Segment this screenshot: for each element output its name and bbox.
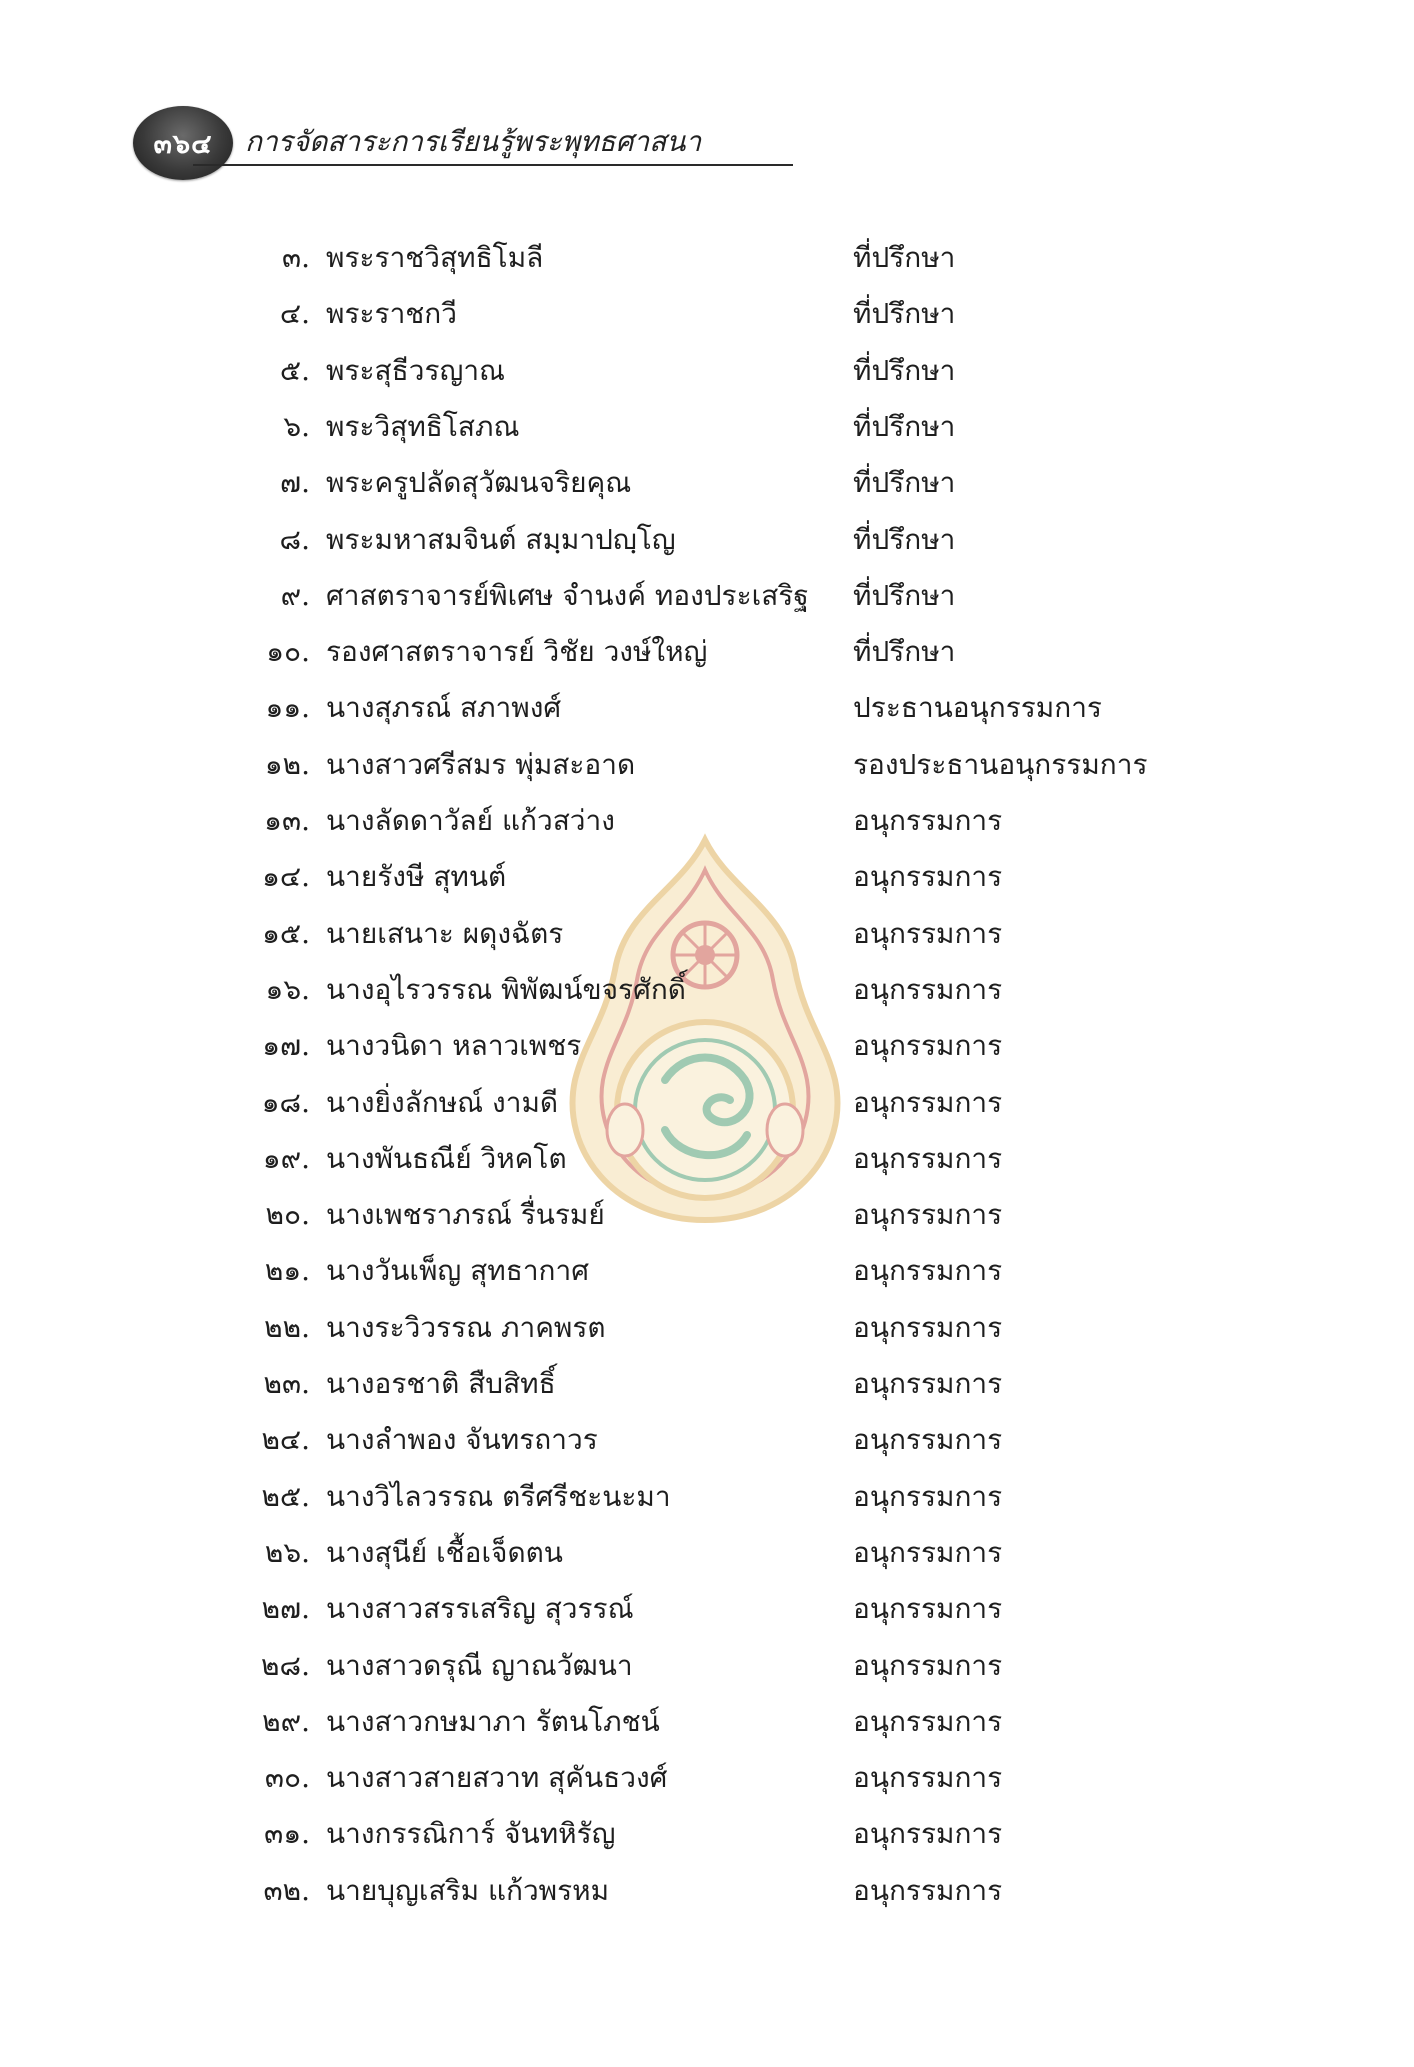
list-item — [0, 348, 1414, 394]
member-role: ที่ปรึกษา — [853, 409, 956, 443]
member-role: อนุกรรมการ — [853, 1704, 1003, 1738]
member-role: อนุกรรมการ — [853, 1817, 1003, 1851]
member-name: นางสาวดรุณี ญาณวัฒนา — [326, 1648, 633, 1682]
member-role: อนุกรรมการ — [853, 1198, 1003, 1232]
member-name: นางอุไรวรรณ พิพัฒน์ขจรศักดิ์ — [326, 972, 686, 1006]
member-number: ๑๐. — [266, 635, 310, 669]
list-item — [0, 1023, 1414, 1069]
member-role: อนุกรรมการ — [853, 1254, 1003, 1288]
member-role: ที่ปรึกษา — [853, 297, 956, 331]
member-name: นางลำพอง จันทรถาวร — [326, 1423, 598, 1457]
member-number: ๑๖. — [265, 972, 310, 1006]
member-number: ๑๔. — [262, 860, 310, 894]
member-role: ที่ปรึกษา — [853, 241, 956, 274]
list-item — [0, 967, 1414, 1013]
member-role: ที่ปรึกษา — [853, 578, 956, 612]
member-role: อนุกรรมการ — [853, 1761, 1003, 1795]
list-item — [0, 1474, 1414, 1520]
list-item — [0, 1080, 1414, 1126]
member-role: อนุกรรมการ — [853, 972, 1003, 1006]
book-title: การจัดสาระการเรียนรู้พระพุทธศาสนา — [245, 125, 702, 158]
member-name: นางวันเพ็ญ สุทธากาศ — [326, 1254, 589, 1288]
member-name: นางสุนีย์ เชื้อเจ็ดตน — [326, 1535, 563, 1569]
member-name: รองศาสตราจารย์ วิชัย วงษ์ใหญ่ — [326, 635, 708, 669]
list-item — [0, 1530, 1414, 1576]
member-name: พระวิสุทธิโสภณ — [326, 409, 520, 443]
member-name: นางวนิดา หลาวเพชร — [326, 1029, 582, 1063]
member-number: ๔. — [279, 297, 310, 331]
member-name: พระมหาสมจินต์ สมฺมาปญฺโญ — [326, 522, 676, 556]
member-name: นางวิไลวรรณ ตรีศรีชะนะมา — [326, 1479, 671, 1513]
member-number: ๒๖. — [264, 1535, 310, 1569]
member-number: ๒๑. — [264, 1254, 310, 1288]
member-number: ๖. — [283, 409, 310, 443]
list-item — [0, 1305, 1414, 1351]
member-role: อนุกรรมการ — [853, 1535, 1003, 1569]
list-item — [0, 1643, 1414, 1689]
member-number: ๑๓. — [264, 804, 310, 837]
list-item — [0, 742, 1414, 788]
list-item — [0, 1136, 1414, 1182]
member-number: ๓๑. — [264, 1817, 310, 1851]
member-number: ๓๒. — [263, 1873, 310, 1907]
member-role: อนุกรรมการ — [853, 1141, 1003, 1175]
member-name: นางสาวศรีสมร พุ่มสะอาด — [326, 747, 636, 781]
member-number: ๒๐. — [265, 1198, 310, 1232]
list-item — [0, 1811, 1414, 1857]
member-name: พระราชวิสุทธิโมลี — [326, 241, 544, 274]
member-name: นายเสนาะ ผดุงฉัตร — [326, 916, 564, 950]
header-underline — [193, 164, 793, 166]
member-role: อนุกรรมการ — [853, 1873, 1003, 1907]
member-role: ที่ปรึกษา — [853, 522, 956, 556]
member-name: นางสาวกษมาภา รัตนโภชน์ — [326, 1704, 660, 1738]
member-number: ๗. — [280, 466, 310, 500]
member-number: ๕. — [279, 353, 310, 387]
list-item — [0, 235, 1414, 281]
member-name: นายรังษี สุทนต์ — [326, 860, 507, 894]
member-number: ๒๔. — [261, 1423, 310, 1457]
member-number: ๑๒. — [264, 747, 310, 781]
member-role: ที่ปรึกษา — [853, 466, 956, 500]
member-name: นางเพชราภรณ์ รื่นรมย์ — [326, 1198, 605, 1232]
member-name: พระราชกวี — [326, 297, 457, 331]
member-role: อนุกรรมการ — [853, 1310, 1003, 1344]
list-item — [0, 911, 1414, 957]
list-item — [0, 1417, 1414, 1463]
member-name: นางลัดดาวัลย์ แก้วสว่าง — [326, 804, 615, 837]
list-item — [0, 1699, 1414, 1745]
list-item — [0, 460, 1414, 506]
member-role: อนุกรรมการ — [853, 804, 1003, 837]
member-number: ๒๙. — [262, 1704, 310, 1738]
member-name: นายบุญเสริม แก้วพรหม — [326, 1873, 610, 1907]
list-item — [0, 1192, 1414, 1238]
list-item — [0, 685, 1414, 731]
member-role: อนุกรรมการ — [853, 1029, 1003, 1063]
member-number: ๑๘. — [261, 1085, 310, 1119]
member-role: อนุกรรมการ — [853, 1648, 1003, 1682]
member-name: นางยิ่งลักษณ์ งามดี — [326, 1085, 559, 1119]
member-role: อนุกรรมการ — [853, 1367, 1003, 1400]
member-number: ๒๒. — [264, 1310, 310, 1344]
member-name: นางสาวสายสวาท สุคันธวงศ์ — [326, 1761, 668, 1795]
member-name: นางพันธณีย์ วิหคโต — [326, 1141, 567, 1175]
member-role: อนุกรรมการ — [853, 1423, 1003, 1457]
list-item — [0, 1868, 1414, 1914]
list-item — [0, 798, 1414, 844]
member-number: ๒๗. — [261, 1592, 310, 1626]
list-item — [0, 629, 1414, 675]
member-name: นางระวิวรรณ ภาคพรต — [326, 1310, 606, 1344]
member-role: ที่ปรึกษา — [853, 635, 956, 669]
member-number: ๒๓. — [263, 1367, 310, 1400]
member-number: ๑๑. — [265, 691, 310, 725]
member-role: ที่ปรึกษา — [853, 353, 956, 387]
page-number-badge — [133, 106, 233, 180]
member-role: รองประธานอนุกรรมการ — [853, 747, 1148, 781]
member-number: ๙. — [280, 578, 310, 612]
member-number: ๒๘. — [261, 1648, 310, 1682]
page-number: ๓๖๔ — [153, 128, 213, 160]
member-role: อนุกรรมการ — [853, 1479, 1003, 1513]
list-item — [0, 404, 1414, 450]
member-number: ๑๕. — [262, 916, 310, 950]
list-item — [0, 1586, 1414, 1632]
list-item — [0, 1361, 1414, 1407]
member-name: นางกรรณิการ์ จันทหิรัญ — [326, 1817, 616, 1851]
member-name: นางสุภรณ์ สภาพงศ์ — [326, 691, 562, 725]
member-name: พระสุธีวรญาณ — [326, 353, 506, 387]
member-number: ๒๕. — [261, 1479, 310, 1513]
member-number: ๓. — [281, 241, 310, 274]
member-name: นางอรชาติ สืบสิทธิ์ — [326, 1367, 556, 1400]
member-number: ๑๙. — [262, 1141, 310, 1175]
member-name: ศาสตราจารย์พิเศษ จำนงค์ ทองประเสริฐ — [326, 578, 809, 612]
list-item — [0, 573, 1414, 619]
member-role: อนุกรรมการ — [853, 1592, 1003, 1626]
list-item — [0, 517, 1414, 563]
member-name: นางสาวสรรเสริญ สุวรรณ์ — [326, 1592, 634, 1626]
member-number: ๑๗. — [262, 1029, 310, 1063]
member-number: ๘. — [279, 522, 310, 556]
member-name: พระครูปลัดสุวัฒนจริยคุณ — [326, 466, 632, 500]
member-role: ประธานอนุกรรมการ — [853, 691, 1102, 725]
member-number: ๓๐. — [264, 1761, 310, 1795]
member-role: อนุกรรมการ — [853, 860, 1003, 894]
list-item — [0, 854, 1414, 900]
member-role: อนุกรรมการ — [853, 916, 1003, 950]
list-item — [0, 1248, 1414, 1294]
page-header — [133, 106, 773, 186]
list-item — [0, 1755, 1414, 1801]
member-role: อนุกรรมการ — [853, 1085, 1003, 1119]
list-item — [0, 291, 1414, 337]
